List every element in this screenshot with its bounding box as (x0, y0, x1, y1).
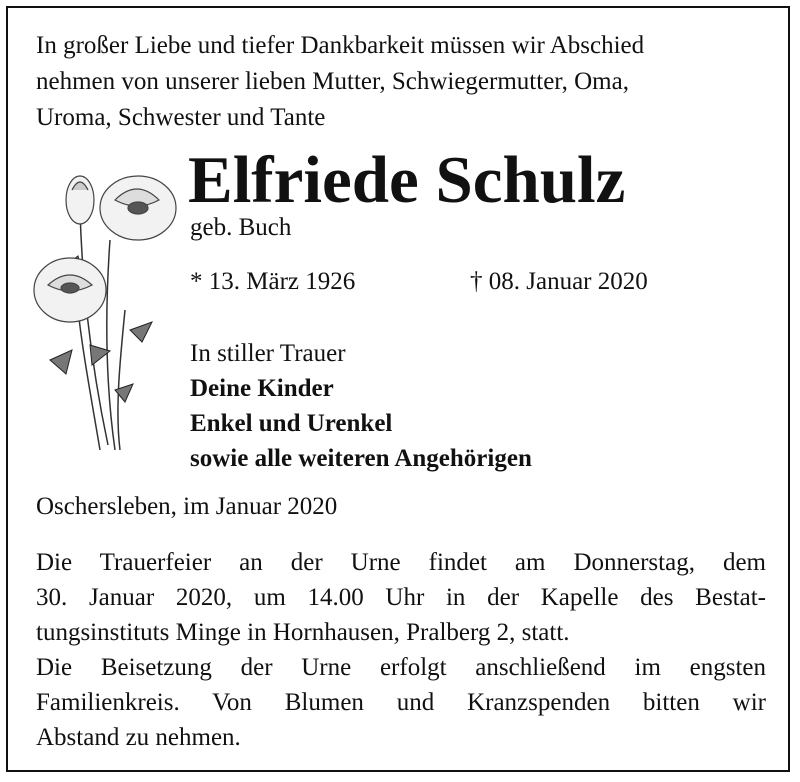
notice-line: Abstand zu nehmen. (36, 724, 241, 751)
birth-name: geb. Buch (190, 214, 292, 241)
deceased-name: Elfriede Schulz (188, 143, 626, 217)
notice-line: Die Trauerfeier an der Urne findet am Donnerstag, dem (36, 549, 766, 576)
notice-line: Die Beisetzung der Urne erfolgt anschließend im engsten (36, 654, 766, 681)
notice-line: 30. Januar 2020, um 14.00 Uhr in der Kapelle des Bestat- (36, 584, 766, 611)
notice-line: tungsinstituts Minge in Hornhausen, Pralberg 2, statt. (36, 619, 570, 646)
intro-text (36, 28, 766, 136)
mourners-heading: In stiller Trauer (190, 340, 346, 367)
funeral-notice (36, 545, 766, 755)
birth-date: * 13. März 1926 (190, 268, 356, 295)
mourners-block (190, 336, 532, 476)
death-date: † 08. Januar 2020 (470, 268, 648, 295)
roses-icon (20, 160, 190, 460)
mourner-line: Enkel und Urenkel (190, 410, 393, 437)
mourner-line: sowie alle weiteren Angehörigen (190, 445, 532, 472)
notice-line: Familienkreis. Von Blumen und Kranzspenden bitten wir (36, 689, 766, 716)
mourner-line: Deine Kinder (190, 375, 334, 402)
place-date: Oschersleben, im Januar 2020 (36, 493, 338, 520)
intro-line: nehmen von unserer lieben Mutter, Schwiegermutter, Oma, (36, 68, 629, 95)
intro-line: Uroma, Schwester und Tante (36, 104, 326, 131)
intro-line: In großer Liebe und tiefer Dankbarkeit müssen wir Abschied (36, 32, 645, 59)
